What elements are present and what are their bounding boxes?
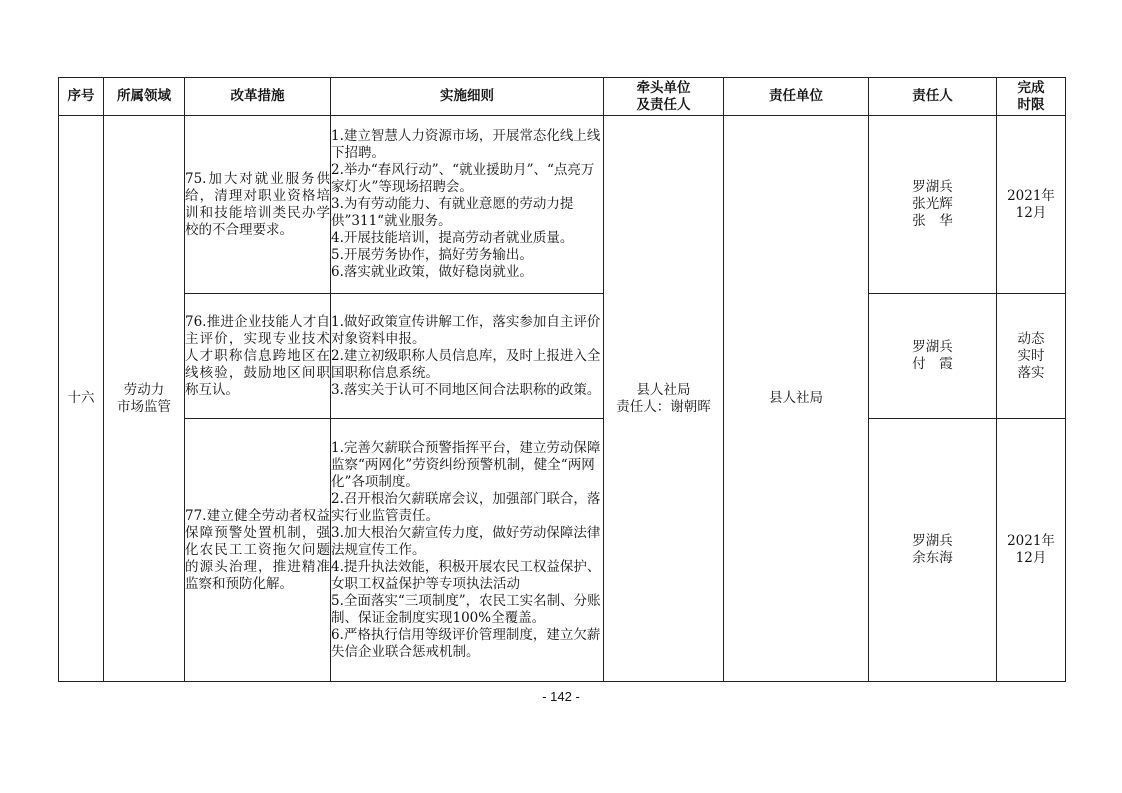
detail-item: 1.完善欠薪联合预警指挥平台，建立劳动保障监察“两网化”劳资纠纷预警机制，健全“两网化”各项制度。 xyxy=(331,439,601,490)
detail-item: 1.建立智慧人力资源市场，开展常态化线上线下招聘。 xyxy=(331,128,601,161)
group-domain: 劳动力 市场监管 xyxy=(104,116,185,682)
table-row xyxy=(59,116,1066,294)
detail-cell xyxy=(331,294,604,419)
detail-item: 1.做好政策宣传讲解工作，落实参加自主评价对象资料申报。 xyxy=(331,313,601,347)
person-cell: 罗湖兵 张光辉 张 华 xyxy=(869,116,997,294)
responsible-unit-cell: 县人社局 xyxy=(724,116,869,682)
reform-table xyxy=(58,77,1066,682)
header-row xyxy=(59,78,1066,116)
header-unit: 责任单位 xyxy=(724,78,869,116)
table-row xyxy=(59,419,1066,682)
detail-item: 3.加大根治欠薪宣传力度，做好劳动保障法律法规宣传工作。 xyxy=(331,524,601,558)
detail-cell xyxy=(331,116,604,294)
header-lead: 牵头单位 及责任人 xyxy=(604,78,724,116)
deadline-cell: 2021年 12月 xyxy=(997,116,1066,294)
header-measure: 改革措施 xyxy=(185,78,331,116)
lead-unit-cell: 县人社局 责任人：谢朝晖 xyxy=(604,116,724,682)
deadline-cell: 动态 实时 落实 xyxy=(997,294,1066,419)
detail-item: 5.开展劳务协作，搞好劳务输出。 xyxy=(331,247,533,263)
detail-item: 2.举办“春风行动”、“就业援助月”、“点亮万家灯火”等现场招聘会。 xyxy=(331,162,595,195)
page-number: - 142 - xyxy=(542,689,580,704)
detail-item: 2.建立初级职称人员信息库，及时上报进入全国职称信息系统。 xyxy=(331,347,601,381)
table-row xyxy=(59,294,1066,419)
person-cell: 罗湖兵 付 霞 xyxy=(869,294,997,419)
header-detail: 实施细则 xyxy=(331,78,604,116)
header-deadline: 完成 时限 xyxy=(997,78,1066,116)
detail-item: 3.落实关于认可不同地区间合法职称的政策。 xyxy=(331,381,601,398)
header-person: 责任人 xyxy=(869,78,997,116)
detail-item: 6.严格执行信用等级评价管理制度，建立欠薪失信企业联合惩戒机制。 xyxy=(331,626,601,660)
detail-cell xyxy=(331,419,604,682)
detail-item: 2.召开根治欠薪联席会议，加强部门联合，落实行业监管责任。 xyxy=(331,490,601,524)
detail-item: 3.为有劳动能力、有就业意愿的劳动力提供”311“就业服务。 xyxy=(331,196,574,229)
detail-item: 4.开展技能培训，提高劳动者就业质量。 xyxy=(331,230,574,246)
detail-item: 5.全面落实“三项制度”，农民工实名制、分账制、保证金制度实现100%全覆盖。 xyxy=(331,592,601,626)
deadline-cell: 2021年 12月 xyxy=(997,419,1066,682)
measure-cell: 77.建立健全劳动者权益保障预警处置机制，强化农民工工资拖欠问题的源头治理，推进精准监察和预防化解。 xyxy=(185,419,331,682)
measure-cell: 75.加大对就业服务供给，清理对职业资格培训和技能培训类民办学校的不合理要求。 xyxy=(185,116,331,294)
measure-cell: 76.推进企业技能人才自主评价，实现专业技术人才职称信息跨地区在线核验，鼓励地区间职称互认。 xyxy=(185,294,331,419)
person-cell: 罗湖兵 余东海 xyxy=(869,419,997,682)
group-seq: 十六 xyxy=(59,116,104,682)
detail-item: 4.提升执法效能，积极开展农民工权益保护、女职工权益保护等专项执法活动 xyxy=(331,558,601,592)
header-seq: 序号 xyxy=(59,78,104,116)
detail-item: 6.落实就业政策，做好稳岗就业。 xyxy=(331,264,533,280)
header-domain: 所属领域 xyxy=(104,78,185,116)
